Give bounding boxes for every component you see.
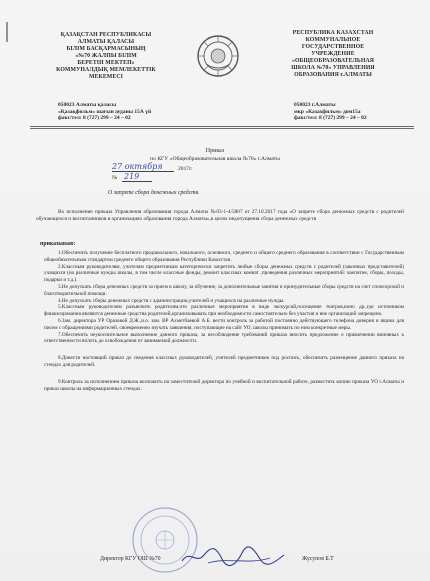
handwritten-signature-icon bbox=[178, 545, 288, 567]
date-underline bbox=[112, 171, 174, 172]
order-item: 8.Довести настоящий приказ до сведения классных руководителей, учителей предметников под роспись, обеспечить размещение данного приказа на стендах для родителей. bbox=[44, 355, 404, 368]
number-prefix: № bbox=[112, 175, 118, 181]
header-right-line: ШКОЛА №70» УПРАВЛЕНИЯ bbox=[291, 65, 375, 71]
header-left-line: «№70 ЖАЛПЫ БІЛІМ bbox=[75, 53, 137, 59]
document-subtitle: по КГУ «Общеобразовательная школа №70» г.Алматы bbox=[150, 156, 280, 162]
date-year: 2017г. bbox=[178, 166, 193, 172]
header-left-line: КОММУНАЛДЫҚ МЕМЛЕКЕТТІК bbox=[56, 67, 156, 73]
header-divider bbox=[30, 126, 414, 127]
intro-paragraph: Во исполнение приказа Управления образования города Алматы №03-1-4/5807 от 27.10.2017 года «О запрете сбора денежных средств с родителей обучающихся и воспитанников в организациях образования города Алматы»,в целях недопущения сбора денежных средств bbox=[36, 209, 404, 222]
order-item: 2.Классным руководителям, учителям предметникам категорически запретить любые сборы денежных средств с родителей (законных представителей) учащихся (на различные нужды школы, в том числе классные фонды, ремонт классных комнат ,проведения различных мероприятий: чаепитие, сборы, походы, подарки и т.д.). bbox=[44, 263, 404, 284]
state-emblem-icon bbox=[196, 34, 240, 78]
address-left bbox=[58, 102, 151, 122]
header-right bbox=[258, 30, 408, 79]
header-right-line: УЧРЕЖДЕНИЕ bbox=[311, 51, 355, 57]
header-divider-thin bbox=[30, 128, 414, 129]
header-right-line: ГОСУДАРСТВЕННОЕ bbox=[301, 44, 365, 50]
number-underline bbox=[122, 181, 152, 182]
address-line: мкр «Казахфильм» дом15а bbox=[294, 108, 361, 115]
handwritten-date: 27 октября bbox=[112, 162, 163, 171]
order-item: 3.Не допускать сбора денежных средств за прием в школу, за обучение, за дополнительные занятия и принудительные сборы средств на счет спонсорской и благотворительной помощи. bbox=[44, 283, 404, 297]
header-left-line: ҚАЗАҚСТАН РЕСПУБЛИКАСЫ bbox=[60, 32, 152, 38]
header-left-line: МЕКЕМЕСІ bbox=[89, 74, 123, 80]
order-item: 5.Классным руководителям разъяснить родителям,что различные мероприятия в виде экскурсий,посещение театров,кино др.,где источником финансирования являются денежные средства родителей,организовывать при необходимости самостоятельно без участия и вне организаций запрещено. bbox=[44, 304, 404, 318]
header-right-line: «ОБЩЕОБРАЗОВАТЕЛЬНАЯ bbox=[291, 58, 375, 64]
order-item: 9.Контроль за исполнением приказа возложить на заместителей директора по учебной и воспитательной работе, разместить копию приказа УО г.Алматы и приказ школы на информационных стендах. bbox=[44, 378, 404, 392]
header-left-line: БЕРЕТІН МЕКТЕП» bbox=[77, 60, 135, 66]
order-subject: О запрете сбора денежных средств. bbox=[108, 190, 200, 196]
address-right bbox=[294, 102, 367, 122]
order-item: 7.Обеспечить неукоснительное выполнение данного приказа, за несоблюдение требований приказа вносить предложение о привлечении виновных к ответственности вплоть до освобождения от занимаемой должности. bbox=[44, 331, 404, 345]
address-line: факс/тел: 8 (727) 299 – 24 – 02 bbox=[294, 115, 367, 122]
header-right-line: КОММУНАЛЬНОЕ bbox=[305, 37, 361, 43]
header-left-line: АЛМАТЫ ҚАЛАСЫ bbox=[77, 39, 135, 45]
signatory-position: Директор КГУ ОШ №70 bbox=[100, 556, 161, 562]
handwritten-number: 219 bbox=[124, 172, 140, 181]
document-title: Приказ bbox=[205, 148, 225, 154]
address-line: 050023 Алматы қаласы bbox=[58, 102, 117, 108]
signatory-name: Жусупов Б.Т bbox=[302, 556, 334, 562]
header-left-line: БІЛІМ БАСҚАРМАСЫНЫҢ bbox=[66, 46, 146, 52]
header-right-line: ОБРАЗОВАНИЯ г.АЛМАТЫ bbox=[294, 72, 372, 78]
address-line: «Қазақфильм» шағын ауданы 15А үй bbox=[58, 108, 152, 115]
address-line: факс/тел: 8 (727) 299 – 24 – 02 bbox=[58, 115, 131, 122]
order-item: 6.Зам. директора УР Оразовой Д.Ж.,и.о. зам. ВР Ахметбаевой А.Б. вести контроль за работой постоянно действующего телефона доверия и ящика для писем с обращениями родителей, своевременно изучать заявления, поступающие на сайт УО, школы принимать по ним конкретные меры. bbox=[44, 317, 404, 331]
order-item: 1.Обеспечить получение бесплатного предшкольного, начального, основного, среднего и общего среднего образования в соответствии с Государственным общеобязательным стандартом среднего общего образования Республики Казахстан. bbox=[44, 250, 404, 263]
order-item: 4.Не допускать сборы денежных средств с администрации,учителей и учащихся на различные нужды. bbox=[58, 297, 285, 304]
address-line: 050023 г.Алматы bbox=[294, 102, 336, 108]
order-label: приказываю: bbox=[40, 241, 76, 247]
order-items bbox=[44, 250, 404, 392]
scan-mark bbox=[6, 22, 8, 42]
header-right-line: РЕСПУБЛИКА КАЗАХСТАН bbox=[292, 30, 374, 36]
header-left bbox=[36, 32, 176, 81]
